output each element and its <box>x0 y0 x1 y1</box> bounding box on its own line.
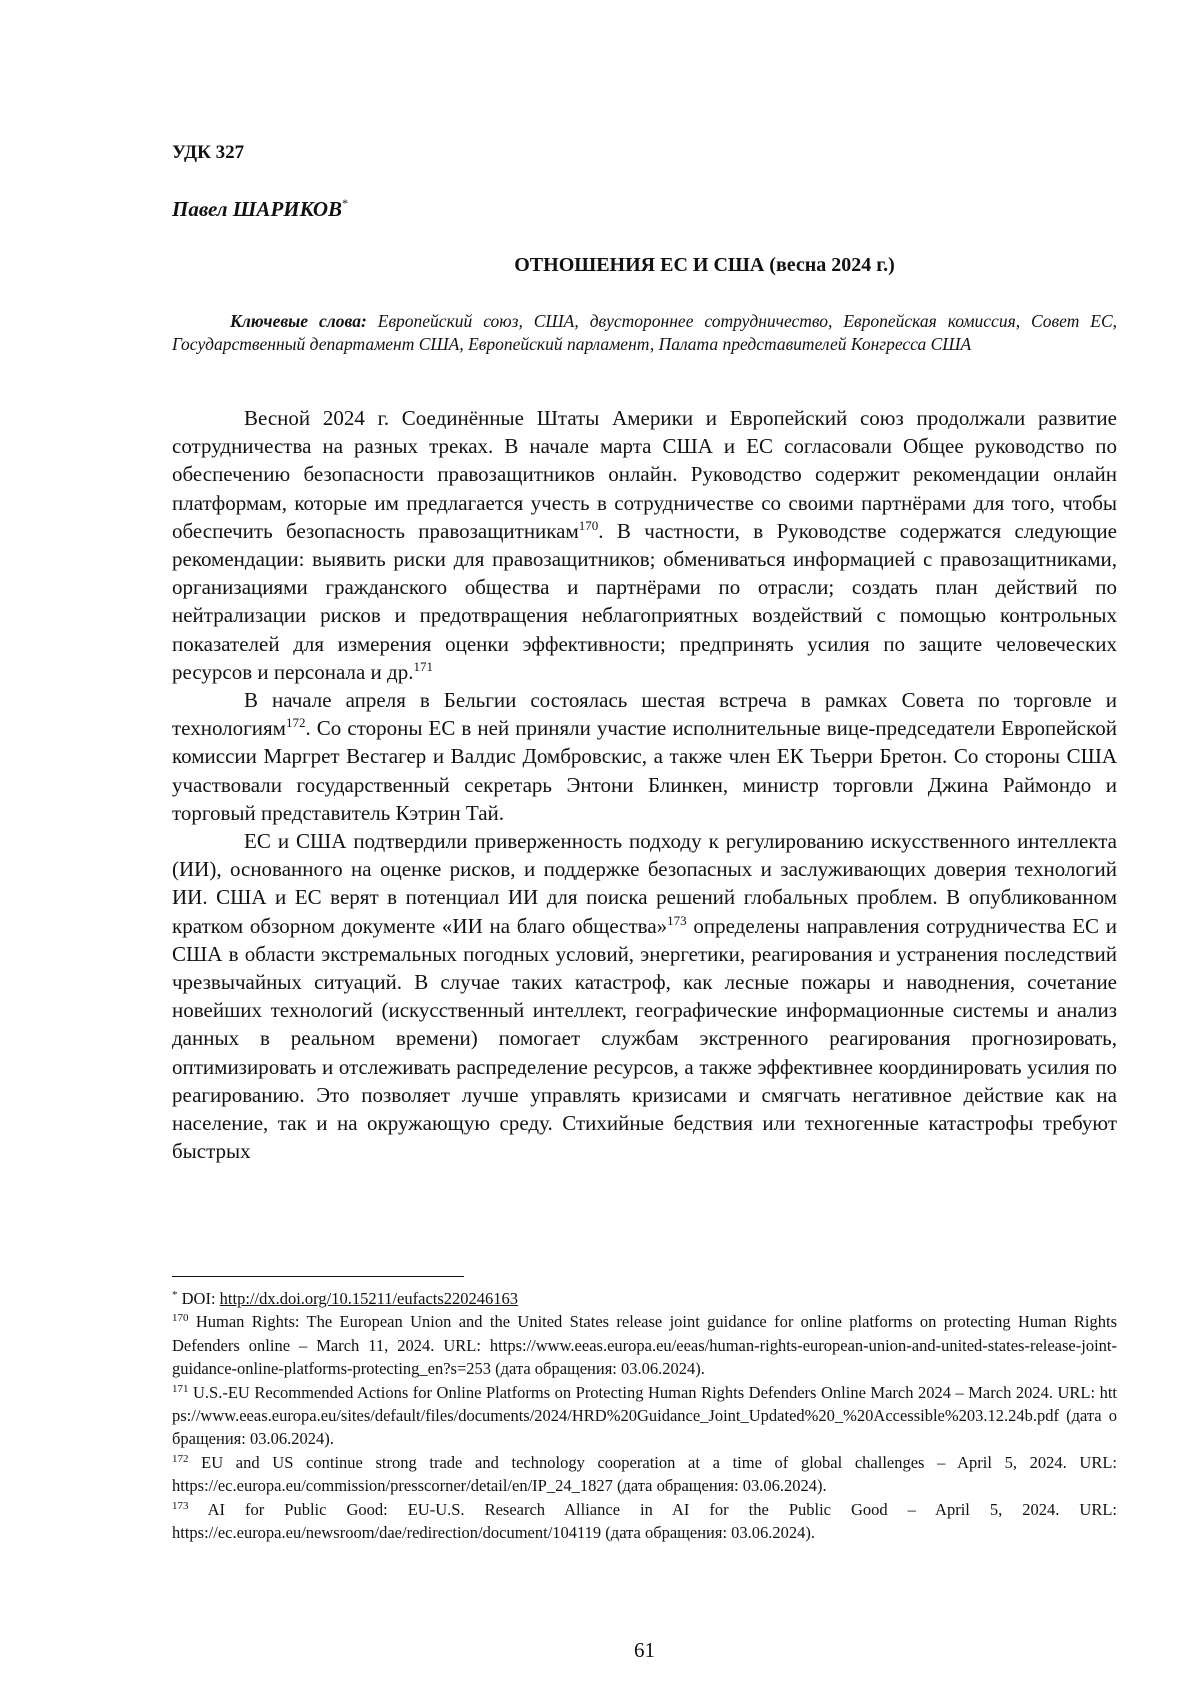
footnote-173 <box>172 1498 1117 1545</box>
footnote-doi-mark: * <box>172 1289 178 1301</box>
paragraph-1-text-a: Весной 2024 г. Соединённые Штаты Америки и Европейский союз продолжали развитие сотрудничества на разных треках. В начале марта США и ЕС согласовали Общее руководство по обеспечению безопасности правозащитников онлайн. Руководство содержит рекомендации онлайн платформам, которые им предлагается учесть в сотрудничестве со своими партнёрами для того, чтобы обеспечить безопасность правозащитникам <box>172 406 1117 543</box>
doi-link[interactable]: http://dx.doi.org/10.15211/eufacts220246163 <box>219 1289 519 1308</box>
paragraph-2 <box>172 686 1117 827</box>
footnote-173-text: AI for Public Good: EU-U.S. Research Alliance in AI for the Public Good – April 5, 2024. URL: https://ec.europa.eu/newsroom/dae/redirection/document/104119 (дата обращения: 03.06.2024). <box>172 1499 1117 1543</box>
paragraph-1-text-b: . В частности, в Руководстве содержатся следующие рекомендации: выявить риски для правозащитников; обмениваться информацией с правозащитниками, организациями гражданского общества и партнёрами по отрасли; создать план действий по нейтрализации рисков и предотвращения неблагоприятных воздействий с помощью контрольных показателей для измерения оценки эффективности; предпринять усилия по защите человеческих ресурсов и персонала и др. <box>172 518 1117 684</box>
author-name <box>172 196 348 222</box>
footnotes <box>172 1287 1117 1544</box>
paragraph-1 <box>172 404 1117 686</box>
document-page <box>172 0 1117 1698</box>
page-number: 61 <box>634 1638 655 1662</box>
footnote-ref-173[interactable]: 173 <box>667 912 687 928</box>
footnote-ref-170[interactable]: 170 <box>578 517 599 533</box>
paragraph-2-text-a: В начале апреля в Бельгии состоялась шестая встреча в рамках Совета по торговле и технологиям <box>172 688 1117 741</box>
paragraph-2-text-b: . Со стороны ЕС в ней приняли участие исполнительные вице-председатели Европейской комиссии Маргрет Вестагер и Валдис Домбровскис, а также член ЕК Тьерри Бретон. Со стороны США участвовали государственный секретарь Энтони Блинкен, министр торговли Джина Раймондо и торговый представитель Кэтрин Тай. <box>172 716 1117 825</box>
author-text: Павел ШАРИКОВ <box>172 197 343 221</box>
udk-code: УДК 327 <box>172 142 245 163</box>
footnote-separator <box>172 1276 464 1277</box>
footnote-172 <box>172 1451 1117 1498</box>
keywords-text: Европейский союз, США, двустороннее сотрудничество, Европейская комиссия, Совет ЕС, Государственный департамент США, Европейский парламент, Палата представителей Конгресса США <box>172 311 1118 354</box>
footnote-170-text: Human Rights: The European Union and the United States release joint guidance for online platforms on protecting Human Rights Defenders online – March 11, 2024. URL: https://www.eeas.europa.eu/eeas/human-rights-european-union-and-united-states-release-joint-guidance-online-platforms-protecting_en?s=253 (дата обращения: 03.06.2024). <box>172 1312 1118 1379</box>
footnote-doi <box>172 1287 1117 1310</box>
keywords-label: Ключевые слова: <box>230 311 367 331</box>
paragraph-3-text-b: определены направления сотрудничества ЕС и США в области экстремальных погодных условий, энергетики, реагирования и устранения последствий чрезвычайных ситуаций. В случае таких катастроф, как лесные пожары и наводнения, сочетание новейших технологий (искусственный интеллект, географические информационные системы и анализ данных в реальном времени) помогает службам экстренного реагирования прогнозировать, оптимизировать и отслеживать распределение ресурсов, а также эффективнее координировать усилия по реагированию. Это позволяет лучше управлять кризисами и смягчать негативное действие как на население, так и на окружающую среду. Стихийные бедствия или техногенные катастрофы требуют быстрых <box>172 913 1117 1164</box>
article-title: ОТНОШЕНИЯ ЕС И США (весна 2024 г.) <box>514 254 895 276</box>
doi-label: DOI: <box>181 1289 216 1308</box>
footnote-ref-172[interactable]: 172 <box>285 715 306 731</box>
keywords-block <box>172 310 1117 355</box>
footnote-172-text: EU and US continue strong trade and technology cooperation at a time of global challenges – April 5, 2024. URL: https://ec.europa.eu/commission/presscorner/detail/en/IP_24_1827 (дата обращения: 03.06.2024). <box>172 1452 1117 1496</box>
footnote-172-mark: 172 <box>172 1452 189 1465</box>
footnote-170 <box>172 1310 1117 1380</box>
footnote-ref-171[interactable]: 171 <box>413 658 433 674</box>
footnote-171 <box>172 1381 1117 1451</box>
footnote-170-mark: 170 <box>172 1312 189 1325</box>
footnote-171-text: U.S.-EU Recommended Actions for Online Platforms on Protecting Human Rights Defenders Online March 2024 – March 2024. URL: https://www.eeas.europa.eu/sites/default/files/documents/2024/HRD%20Guidance_Joint_Updated%20_%20Accessible%203.12.24b.pdf (дата обращения: 03.06.2024). <box>172 1382 1117 1449</box>
author-footnote-mark[interactable]: * <box>342 196 349 210</box>
paragraph-3 <box>172 827 1117 1165</box>
footnote-171-mark: 171 <box>172 1382 189 1395</box>
article-body <box>172 404 1117 1165</box>
paragraph-3-text-a: ЕС и США подтвердили приверженность подходу к регулированию искусственного интеллекта (ИИ), основанного на оценке рисков, и поддержке безопасных и заслуживающих доверия технологий ИИ. США и ЕС верят в потенциал ИИ для поиска решений глобальных проблем. В опубликованном кратком обзорном документе «ИИ на благо общества» <box>172 829 1117 938</box>
footnote-173-mark: 173 <box>172 1499 189 1512</box>
